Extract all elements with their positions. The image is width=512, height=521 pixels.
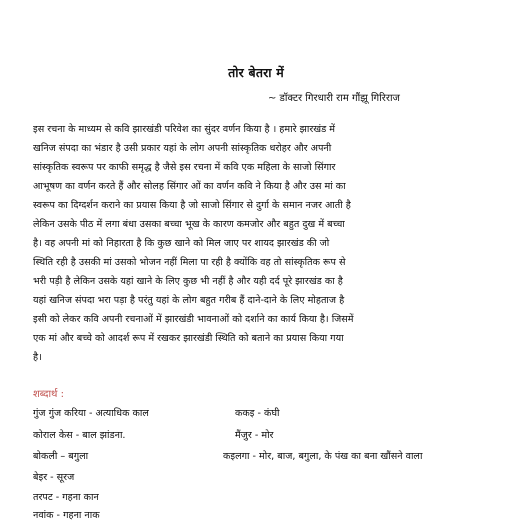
body-line: भरी पड़ी है लेकिन उसके यहां खाने के लिए कुछ भी नहीं है और यही दर्द पूरे झारखंड का है [33,276,343,287]
body-line: इस रचना के माध्यम से कवि झारखंडी परिवेश का सुंदर वर्णन किया है । हमारे झारखंड में [33,124,336,135]
glossary-entry: ककइ - कंघी [235,408,280,419]
body-line: है। वह अपनी मां को निहारता है कि कुछ खाने को मिल जाए पर शायद झारखंड की जो [33,238,330,249]
glossary-entry: नवांक - गहना नाक [33,510,100,521]
glossary-entry: बोकली – बगुला [33,451,89,462]
body-line: खनिज संपदा का भंडार है उसी प्रकार यहां के लोग अपनी सांस्कृतिक धरोहर और अपनी [33,143,332,154]
glossary-heading: शब्दार्थ : [33,389,64,400]
body-line: एक मां और बच्चे को आदर्श रूप में रखकर झारखंडी स्थिति को बताने का प्रयास किया गया [33,333,344,344]
body-line: है। [33,352,42,363]
glossary-entry: कोराल केस - बाल झांडना. [33,430,126,441]
author-line: ~ डॉक्टर गिरधारी राम गौंझू गिरिराज [268,93,400,104]
glossary-entry: मैंजुर - मोर [235,430,274,441]
body-line: यहां खनिज संपदा भरा पड़ा है परंतु यहां के लोग बहुत गरीब हैं दाने-दाने के लिए मोहताज है [33,295,345,306]
glossary-entry: गुंज गुंज करिया - अत्याधिक काल [33,408,149,419]
document-title: तोर बेतरा में [228,65,284,80]
body-line: आभूषण का वर्णन करते हैं और सोलह सिंगार ओं का वर्णन कवि ने किया है और उस मां का [33,181,346,192]
body-paragraph [33,120,479,367]
glossary-entry: तरपट - गहना कान [33,492,99,503]
body-line: इसी को लेकर कवि अपनी रचनाओं में झारखंडी भावनाओं को दर्शाने का कार्य किया है। जिसमें [33,314,354,325]
glossary-entry: कइलगा - मोर, बाज, बगुला, के पंख का बना खौंसने वाला [223,451,423,462]
body-line: लेकिन उसके पीठ में लगा बंधा उसका बच्चा भूख के कारण कमजोर और बहुत दुख में बच्चा [33,219,345,230]
body-line: स्थिति रही है उसकी मां उसको भोजन नहीं मिला पा रही है क्योंकि वह तो सांस्कृतिक रूप से [33,257,346,268]
body-line: सांस्कृतिक स्वरूप पर काफी समृद्ध है जैसे इस रचना में कवि एक महिला के साजो सिंगार [33,162,336,173]
glossary-entry: बेइर - सूरज [33,472,75,483]
body-line: स्वरूप का दिग्दर्शन कराने का प्रयास किया है जो साजो सिंगार से दुर्गा के समान नजर आती है [33,200,351,211]
